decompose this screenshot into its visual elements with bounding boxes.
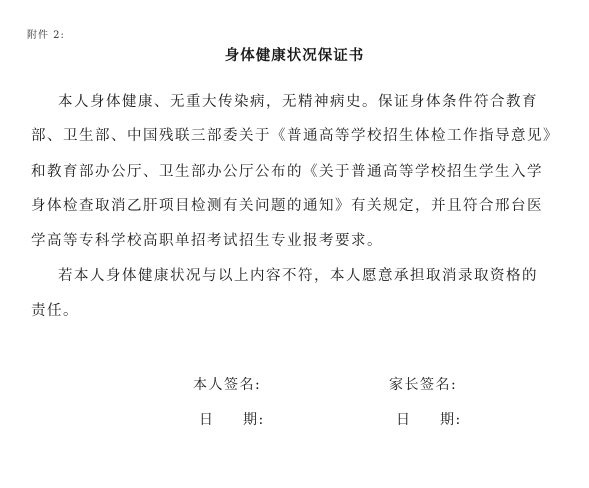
parent-signature-label: 家长签名: [389, 377, 458, 393]
parent-date-label [396, 409, 462, 429]
attachment-label: 附件 2: [27, 30, 65, 41]
document-title: 身体健康状况保证书 [224, 48, 365, 64]
paragraph-line: 部、卫生部、中国残联三部委关于《普通高等学校招生体检工作指导意见》 [31, 128, 559, 144]
paragraph-line: 本人身体健康、无重大传染病，无精神病史。保证身体条件符合教育 [58, 94, 538, 110]
paragraph-line: 责任。 [31, 303, 79, 319]
self-date-label [199, 409, 265, 429]
self-signature-label: 本人签名: [193, 377, 262, 393]
paragraph-line: 身体检查取消乙肝项目检测有关问题的通知》有关规定，并且符合邢台医 [31, 198, 543, 214]
paragraph-line: 和教育部办公厅、卫生部办公厅公布的《关于普通高等学校招生学生入学 [31, 164, 543, 180]
date-char: 期: [440, 412, 462, 428]
date-char: 日 [199, 412, 243, 428]
date-char: 日 [396, 412, 440, 428]
paragraph-line: 学高等专科学校高职单招考试招生专业报考要求。 [31, 233, 383, 249]
paragraph-line: 若本人身体健康状况与以上内容不符，本人愿意承担取消录取资格的 [58, 268, 538, 284]
date-char: 期: [243, 412, 265, 428]
